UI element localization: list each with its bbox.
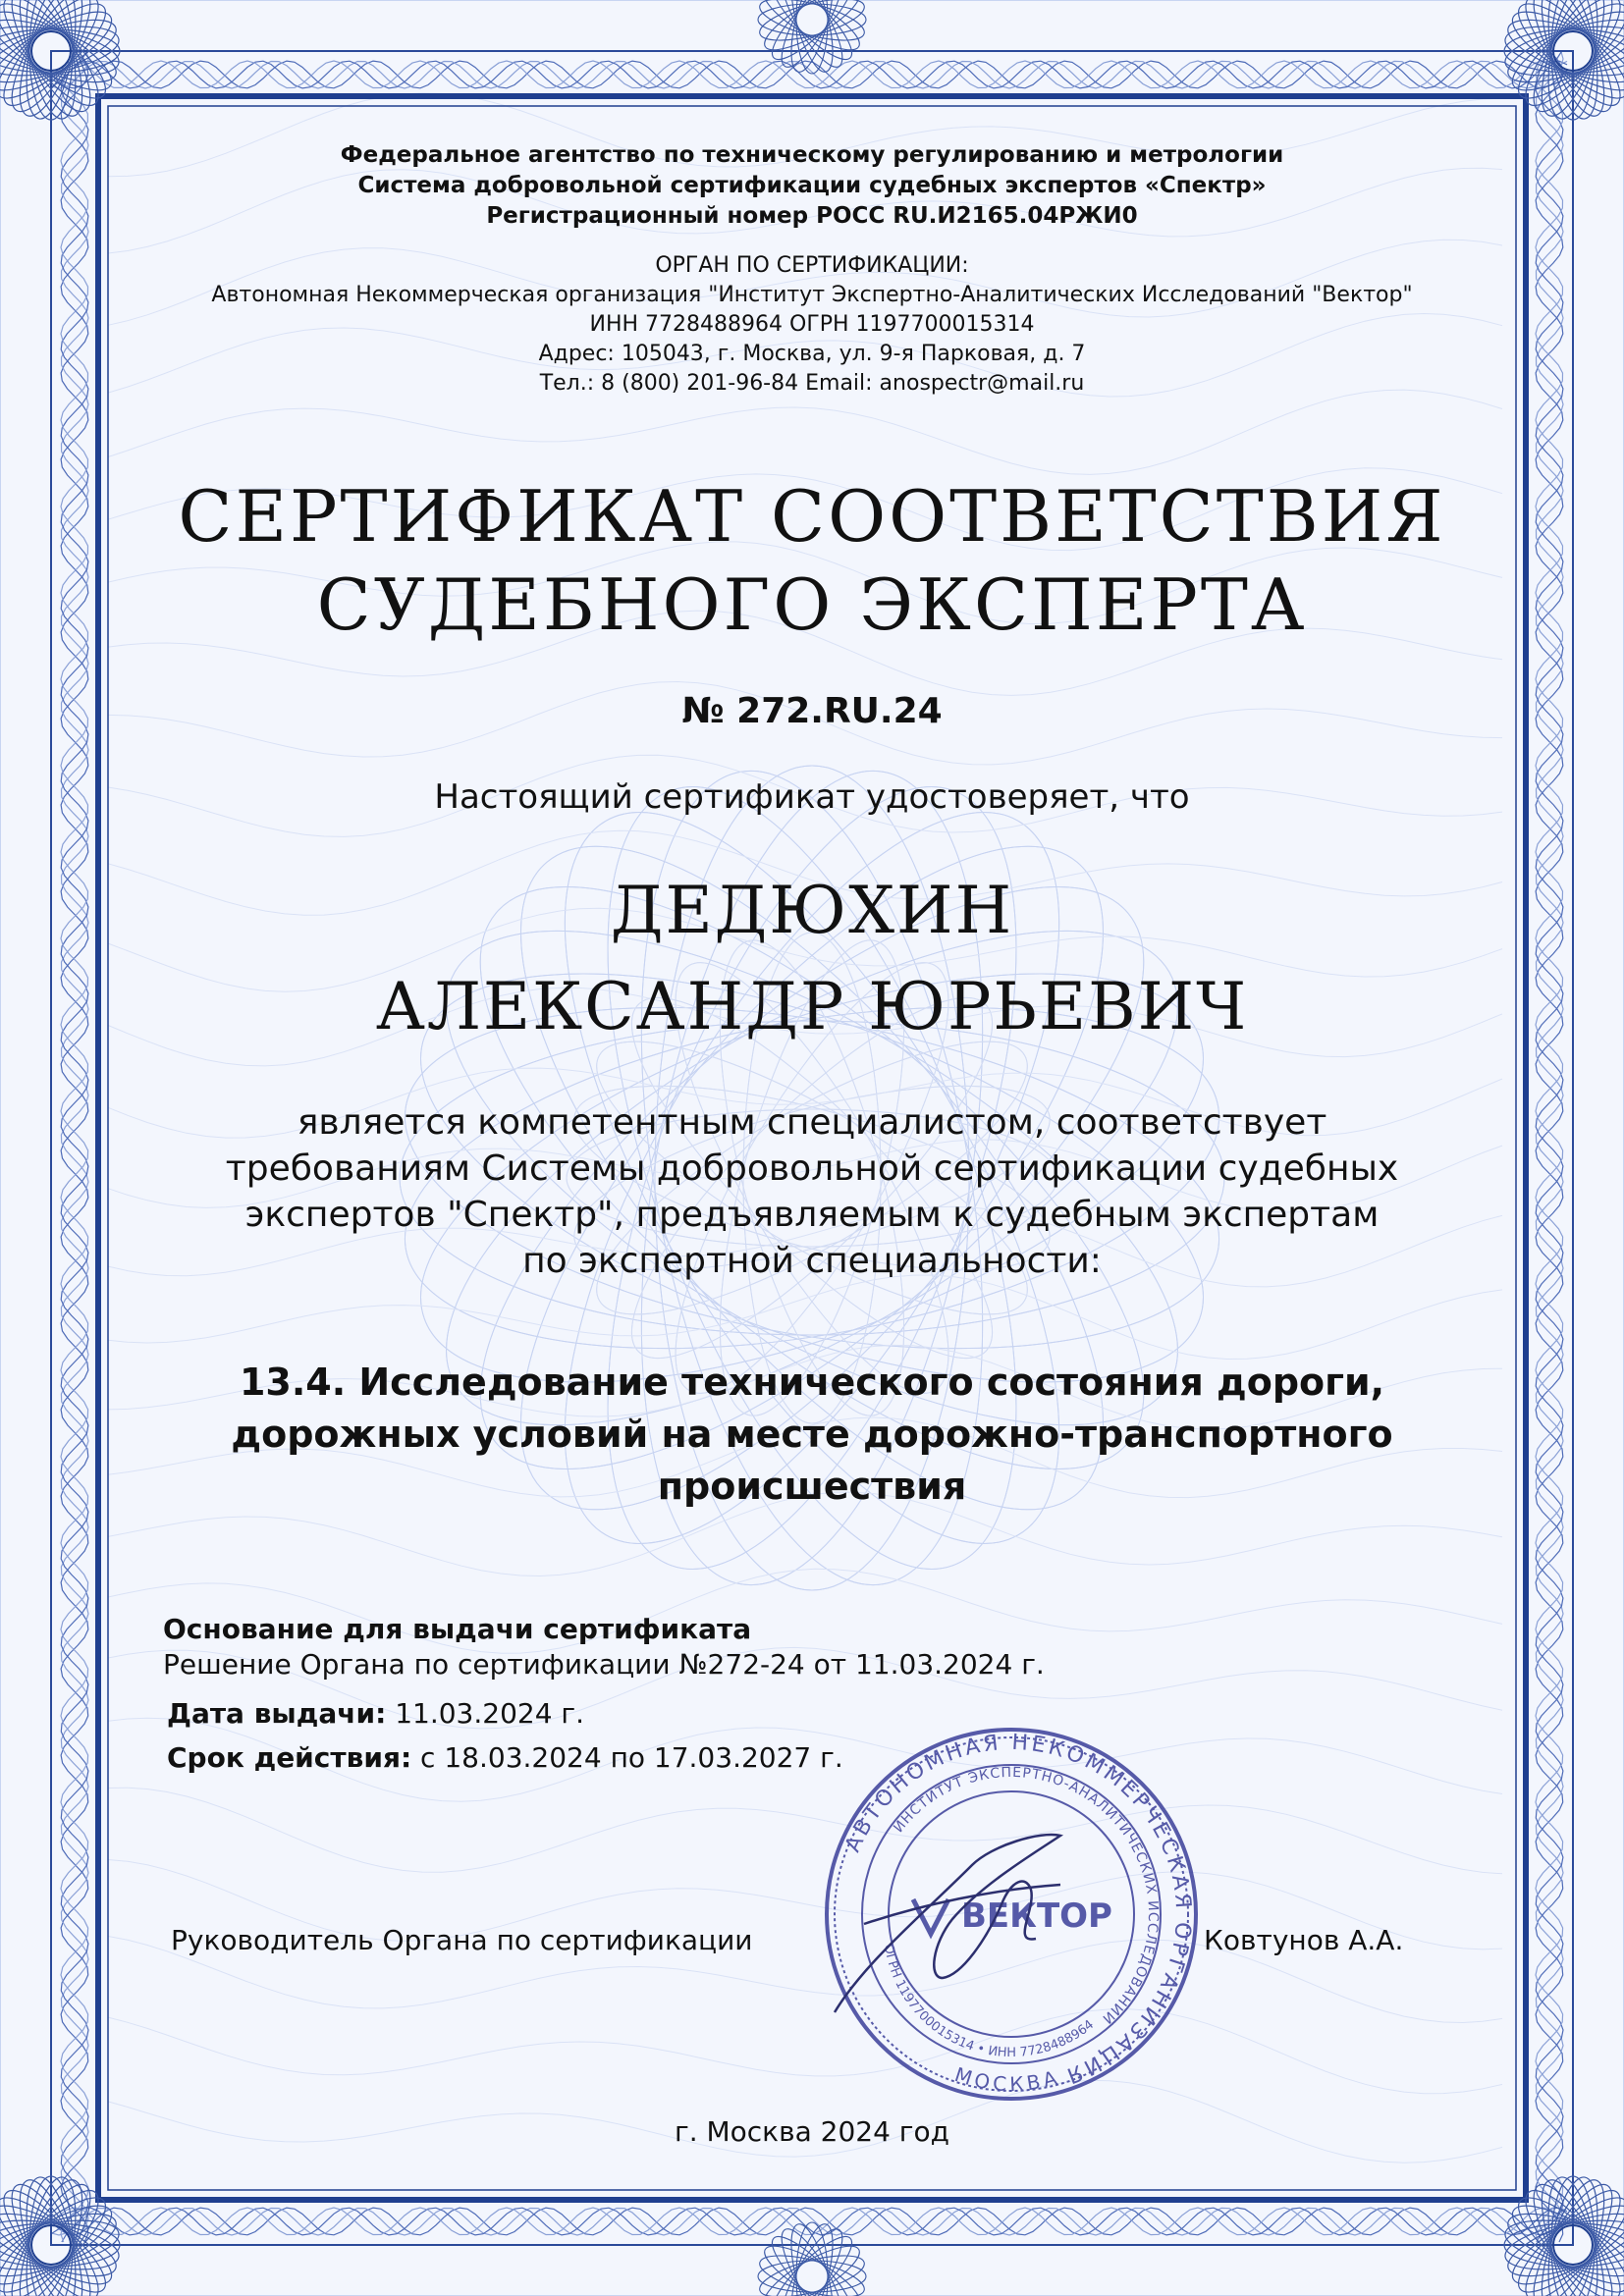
official-stamp [805, 1718, 1218, 2110]
validity-value: с 18.03.2024 по 17.03.2027 г. [411, 1741, 843, 1774]
cert-body-name: Автономная Некоммерческая организация "Институт Экспертно-Аналитических Исследований "Вектор" [211, 283, 1413, 307]
signature-name: Ковтунов А.А. [1204, 1924, 1404, 1956]
body-line-2: требованиям Системы добровольной сертификации судебных [225, 1148, 1399, 1189]
footer-city-year: г. Москва 2024 год [674, 2115, 950, 2148]
registration-number: Регистрационный номер РОСС RU.И2165.04РЖИ0 [486, 203, 1138, 229]
cert-body-ids: ИНН 7728488964 ОГРН 1197700015314 [589, 312, 1035, 337]
body-line-4: по экспертной специальности: [522, 1241, 1102, 1281]
stamp-logo-text: ВЕКТОР [961, 1896, 1112, 1936]
specialty-line-1: 13.4. Исследование технического состояния дороги, [239, 1361, 1385, 1404]
issue-date [167, 1697, 584, 1730]
validity-label: Срок действия: [167, 1741, 412, 1774]
title-line-1: СЕРТИФИКАТ СООТВЕТСТВИЯ [178, 475, 1446, 558]
validity [167, 1741, 843, 1774]
stamp-city: МОСКВА [951, 2062, 1063, 2097]
specialty-line-2: дорожных условий на месте дорожно-транспортного [231, 1413, 1393, 1456]
basis-text: Решение Органа по сертификации №272-24 от 11.03.2024 г. [163, 1648, 1045, 1681]
person-surname: ДЕДЮХИН [610, 873, 1014, 948]
system-name: Система добровольной сертификации судебных экспертов «Спектр» [357, 173, 1267, 198]
agency-name: Федеральное агентство по техническому регулированию и метрологии [340, 142, 1284, 168]
stamp-inner-text: ИНСТИТУТ ЭКСПЕРТНО-АНАЛИТИЧЕСКИХ ИССЛЕДОВАНИЙ [891, 1764, 1162, 2027]
lead-text: Настоящий сертификат удостоверяет, что [434, 777, 1190, 817]
issue-date-label: Дата выдачи: [167, 1697, 387, 1730]
body-line-3: экспертов "Спектр", предъявляемым к судебным экспертам [244, 1195, 1380, 1235]
signature-scribble [835, 1835, 1060, 2012]
title-line-2: СУДЕБНОГО ЭКСПЕРТА [316, 563, 1308, 646]
cert-body-address: Адрес: 105043, г. Москва, ул. 9-я Парковая, д. 7 [538, 342, 1086, 366]
top-center-rosette [756, 0, 869, 76]
certificate-number: № 272.RU.24 [681, 691, 943, 731]
stamp-outer-text: АВТОНОМНАЯ НЕКОММЕРЧЕСКАЯ ОРГАНИЗАЦИЯ [840, 1730, 1196, 2089]
stamp-ids: ОГРН 1197700015314 • ИНН 7728488964 [880, 1943, 1098, 2061]
body-line-1: является компетентным специалистом, соответствует [297, 1102, 1327, 1143]
basis-label: Основание для выдачи сертификата [163, 1613, 752, 1645]
issue-date-value: 11.03.2024 г. [386, 1697, 585, 1730]
cert-body-label: ОРГАН ПО СЕРТИФИКАЦИИ: [655, 253, 969, 278]
signature-role: Руководитель Органа по сертификации [171, 1924, 753, 1956]
cert-body-contacts: Тел.: 8 (800) 201-96-84 Email: anospectr@mail.ru [539, 371, 1085, 396]
person-given-name: АЛЕКСАНДР ЮРЬЕВИЧ [375, 969, 1249, 1044]
specialty-line-3: происшествия [657, 1465, 967, 1508]
